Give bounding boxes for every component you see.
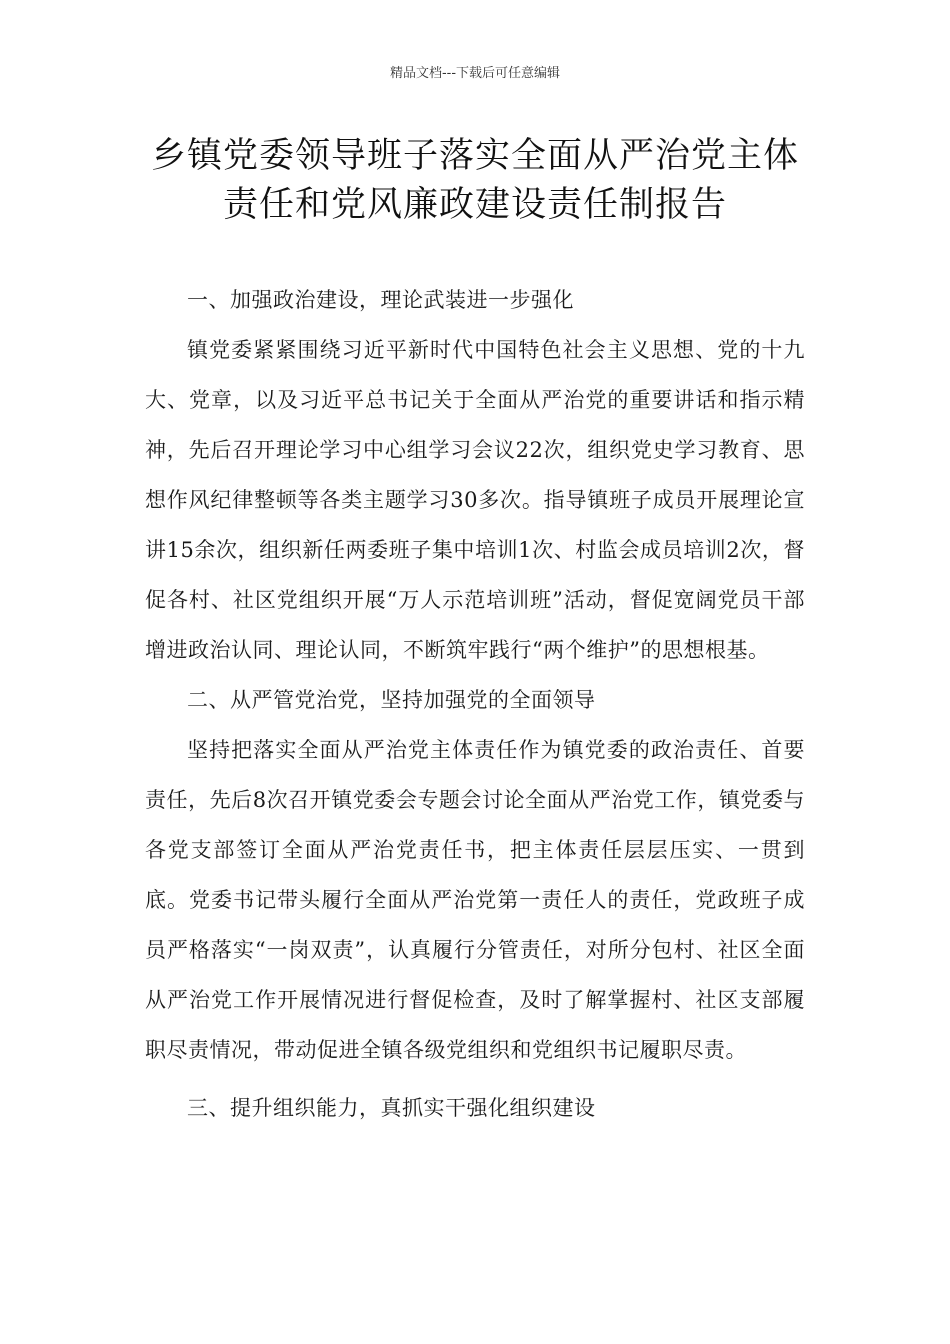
section-heading-3: 三、提升组织能力，真抓实干强化组织建设	[187, 1096, 596, 1120]
section-heading-1: 一、加强政治建设，理论武装进一步强化	[187, 288, 574, 312]
section-paragraph-2: 坚持把落实全面从严治党主体责任作为镇党委的政治责任、首要责任，先后8次召开镇党委会专题会讨论全面从严治党工作，镇党委与各党支部签订全面从严治党责任书，把主体责任层层压实、一贯到底。党委书记带头履行全面从严治党第一责任人的责任，党政班子成员严格落实“一岗双责”，认真履行分管责任，对所分包村、社区全面从严治党工作开展情况进行督促检查，及时了解掌握村、社区支部履职尽责情况，带动促进全镇各级党组织和党组织书记履职尽责。	[145, 738, 805, 1062]
header-note: 精品文档---下载后可任意编辑	[389, 66, 561, 81]
document-title: 乡镇党委领导班子落实全面从严治党主体责任和党风廉政建设责任制报告	[150, 136, 799, 225]
section-heading-2: 二、从严管党治党，坚持加强党的全面领导	[187, 688, 596, 712]
document-body	[145, 275, 805, 1133]
section-paragraph-1: 镇党委紧紧围绕习近平新时代中国特色社会主义思想、党的十九大、党章，以及习近平总书记关于全面从严治党的重要讲话和指示精神，先后召开理论学习中心组学习会议22次，组织党史学习教育、思想作风纪律整顿等各类主题学习30多次。指导镇班子成员开展理论宣讲15余次，组织新任两委班子集中培训1次、村监会成员培训2次，督促各村、社区党组织开展“万人示范培训班”活动，督促宽阔党员干部增进政治认同、理论认同，不断筑牢践行“两个维护”的思想根基。	[145, 338, 805, 662]
